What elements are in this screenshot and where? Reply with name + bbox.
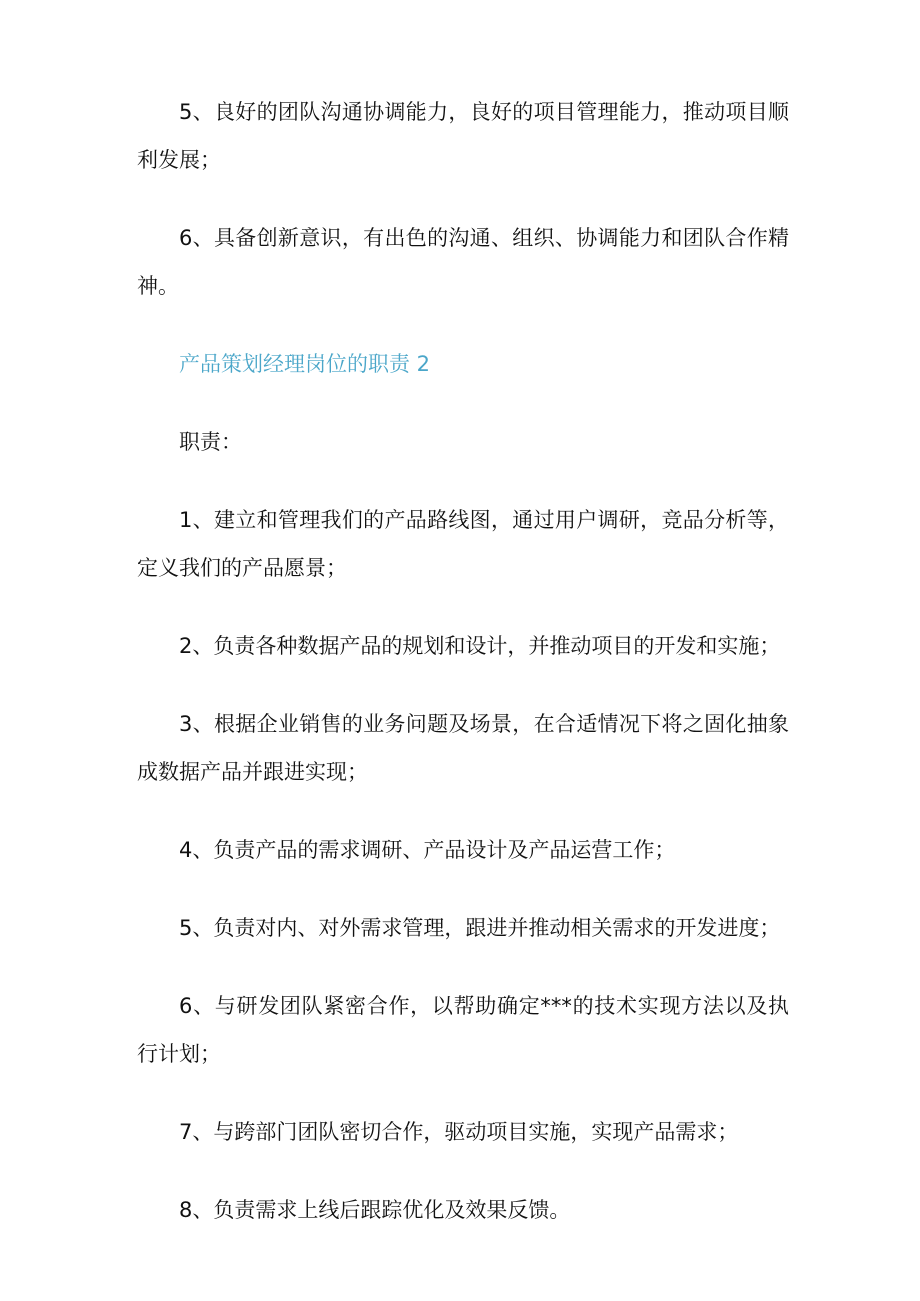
duties-label: 职责： — [179, 430, 242, 454]
list-item: 3、根据企业销售的业务问题及场景，在合适情况下将之固化抽象成数据产品并跟进实现； — [137, 712, 789, 784]
list-item: 5、良好的团队沟通协调能力，良好的项目管理能力，推动项目顺利发展； — [137, 100, 789, 172]
list-item: 8、负责需求上线后跟踪优化及效果反馈。 — [179, 1198, 571, 1222]
document-body — [137, 88, 789, 1264]
section-heading: 产品策划经理岗位的职责 2 — [179, 352, 431, 376]
list-item: 5、负责对内、对外需求管理，跟进并推动相关需求的开发进度； — [179, 916, 781, 940]
list-item: 6、具备创新意识，有出色的沟通、组织、协调能力和团队合作精神。 — [137, 226, 789, 298]
list-item: 1、建立和管理我们的产品路线图，通过用户调研，竞品分析等，定义我们的产品愿景； — [137, 508, 789, 580]
list-item: 7、与跨部门团队密切合作，驱动项目实施，实现产品需求； — [179, 1120, 739, 1144]
list-item: 6、与研发团队紧密合作，以帮助确定***的技术实现方法以及执行计划； — [137, 994, 789, 1066]
list-item: 2、负责各种数据产品的规划和设计，并推动项目的开发和实施； — [179, 634, 781, 658]
list-item: 4、负责产品的需求调研、产品设计及产品运营工作； — [179, 838, 676, 862]
